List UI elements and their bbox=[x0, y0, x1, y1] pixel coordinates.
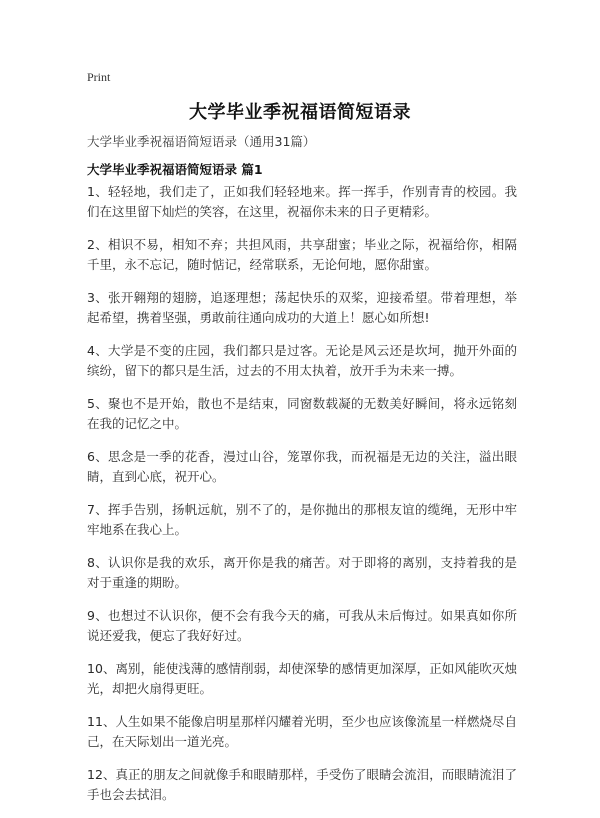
paragraph-11: 11、人生如果不能像启明星那样闪耀着光明，至少也应该像流星一样燃烧尽自己，在天际划出一道光亮。 bbox=[87, 714, 517, 749]
paragraph-10: 10、离别，能使浅薄的感情削弱，却使深挚的感情更加深厚，正如风能吹灭烛光，却把火扇得更旺。 bbox=[87, 661, 517, 696]
paragraph-2: 2、相识不易，相知不弃；共担风雨，共享甜蜜；毕业之际，祝福给你，相隔千里，永不忘记，随时惦记，经常联系，无论何地，愿你甜蜜。 bbox=[87, 237, 517, 272]
paragraph-5: 5、聚也不是开始，散也不是结束，同窗数载凝的无数美好瞬间，将永远铭刻在我的记忆之中。 bbox=[87, 396, 517, 431]
paragraph-6: 6、思念是一季的花香，漫过山谷，笼罩你我，而祝福是无边的关注，溢出眼睛，直到心底，祝开心。 bbox=[87, 449, 517, 484]
document-subtitle: 大学毕业季祝福语简短语录（通用31篇） bbox=[87, 134, 316, 149]
paragraph-3: 3、张开翱翔的翅膀，追逐理想；荡起快乐的双桨，迎接希望。带着理想，举起希望，携着坚强，勇敢前往通向成功的大道上！愿心如所想! bbox=[87, 290, 517, 325]
section-heading: 大学毕业季祝福语简短语录 篇1 bbox=[87, 162, 263, 177]
paragraph-8: 8、认识你是我的欢乐，离开你是我的痛苦。对于即将的离别，支持着我的是对于重逢的期盼。 bbox=[87, 555, 517, 590]
paragraph-4: 4、大学是不变的庄园，我们都只是过客。无论是风云还是坎坷，抛开外面的缤纷，留下的都只是生活，过去的不用太执着，放开手为未来一搏。 bbox=[87, 343, 517, 378]
print-label: Print bbox=[87, 70, 111, 84]
document-title: 大学毕业季祝福语简短语录 bbox=[189, 102, 411, 123]
paragraph-9: 9、也想过不认识你，便不会有我今天的痛，可我从未后悔过。如果真如你所说还爱我，便忘了我好好过。 bbox=[87, 608, 517, 643]
paragraph-12: 12、真正的朋友之间就像手和眼睛那样，手受伤了眼睛会流泪，而眼睛流泪了手也会去拭泪。 bbox=[87, 767, 517, 802]
paragraph-7: 7、挥手告别，扬帆远航，别不了的，是你抛出的那根友谊的缆绳，无形中牢牢地系在我心上。 bbox=[87, 502, 517, 537]
paragraph-list bbox=[87, 182, 517, 818]
paragraph-1: 1、轻轻地，我们走了，正如我们轻轻地来。挥一挥手，作别青青的校园。我们在这里留下灿烂的笑容，在这里，祝福你未来的日子更精彩。 bbox=[87, 184, 517, 219]
